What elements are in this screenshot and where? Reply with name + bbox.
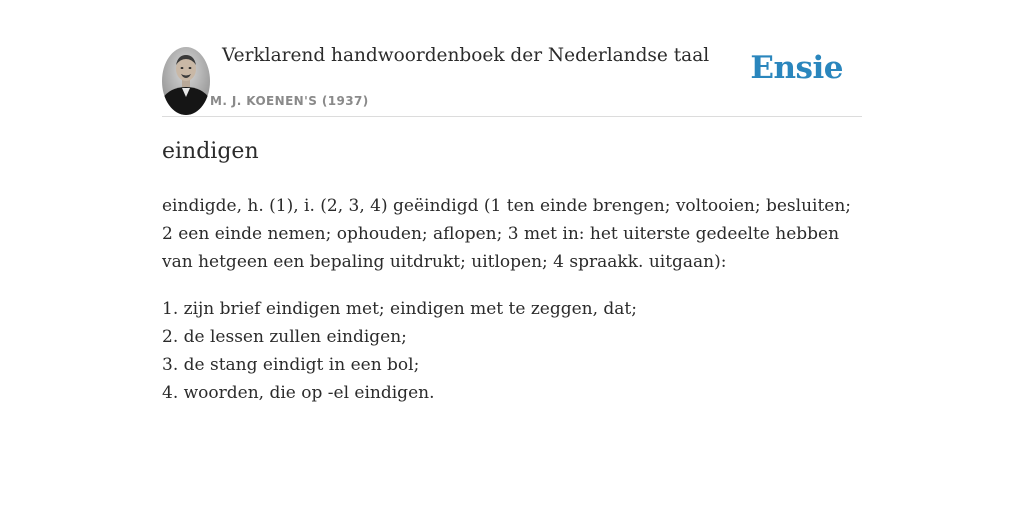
example-item: 4. woorden, die op -el eindigen. [162, 383, 435, 403]
entry-definition: eindigde, h. (1), i. (2, 3, 4) geëindigd (1 ten einde brengen; voltooien; besluiten; 2 een einde nemen; ophouden; aflopen; 3 met in: het uiterste gedeelte hebben van hetgeen een bepaling uitdrukt; uitlopen; 4 spraakk. uitgaan): [162, 196, 852, 272]
entry-headword: eindigen [162, 139, 259, 164]
example-list [162, 295, 862, 407]
book-title: Verklarend handwoordenboek der Nederlandse taal [222, 45, 710, 66]
example-item: 2. de lessen zullen eindigen; [162, 327, 407, 347]
example-item: 1. zijn brief eindigen met; eindigen met te zeggen, dat; [162, 299, 637, 319]
example-item: 3. de stang eindigt in een bol; [162, 355, 420, 375]
ensie-logo-link[interactable]: Ensie [750, 50, 843, 86]
author-portrait-icon [162, 47, 210, 115]
dictionary-header [162, 40, 862, 117]
book-author: M. J. KOENEN'S (1937) [210, 94, 369, 108]
